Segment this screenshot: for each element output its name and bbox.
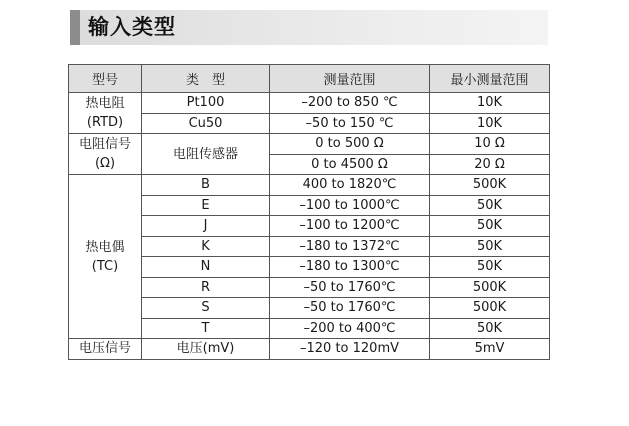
table-row — [69, 236, 550, 257]
min-range-cell: 10 Ω — [430, 134, 550, 155]
type-cell: K — [142, 236, 270, 257]
table-row — [69, 318, 550, 339]
min-range-cell: 500K — [430, 277, 550, 298]
min-range-cell: 500K — [430, 175, 550, 196]
range-cell: –200 to 850 ℃ — [270, 93, 430, 114]
range-cell: –50 to 1760℃ — [270, 298, 430, 319]
group-name: 热电阻 — [85, 96, 125, 111]
min-range-cell: 50K — [430, 216, 550, 237]
range-cell: –200 to 400℃ — [270, 318, 430, 339]
min-range-cell: 50K — [430, 318, 550, 339]
type-cell: Pt100 — [142, 93, 270, 114]
type-cell: Cu50 — [142, 113, 270, 134]
table-row — [69, 195, 550, 216]
page-title: 输入类型 — [88, 15, 176, 39]
table-row — [69, 134, 550, 155]
range-cell: –180 to 1300℃ — [270, 257, 430, 278]
min-range-cell: 500K — [430, 298, 550, 319]
min-range-cell: 20 Ω — [430, 154, 550, 175]
min-range-cell: 5mV — [430, 339, 550, 360]
section-title-bar — [70, 10, 548, 45]
table-row — [69, 257, 550, 278]
table-row — [69, 298, 550, 319]
header-range: 测量范围 — [270, 65, 430, 93]
group-code: (RTD) — [86, 115, 124, 130]
type-cell: N — [142, 257, 270, 278]
group-cell-resistance — [69, 134, 142, 175]
type-cell: S — [142, 298, 270, 319]
table-row — [69, 113, 550, 134]
range-cell: 0 to 500 Ω — [270, 134, 430, 155]
range-cell: –120 to 120mV — [270, 339, 430, 360]
header-model: 型号 — [69, 65, 142, 93]
type-cell: T — [142, 318, 270, 339]
range-cell: –180 to 1372℃ — [270, 236, 430, 257]
table-row — [69, 216, 550, 237]
table-row — [69, 339, 550, 360]
group-name: 电阻信号 — [78, 137, 131, 152]
header-type: 类 型 — [142, 65, 270, 93]
min-range-cell: 50K — [430, 257, 550, 278]
group-name: 热电偶 — [85, 239, 125, 255]
header-min-range: 最小测量范围 — [430, 65, 550, 93]
table-row — [69, 93, 550, 114]
type-cell: J — [142, 216, 270, 237]
min-range-cell: 50K — [430, 195, 550, 216]
title-accent-bar — [70, 10, 80, 45]
table-row — [69, 175, 550, 196]
group-cell-voltage: 电压信号 — [69, 339, 142, 360]
group-code: (TC) — [91, 258, 119, 274]
group-code: (Ω) — [94, 156, 116, 171]
type-cell: 电阻传感器 — [142, 134, 270, 175]
type-cell: 电压(mV) — [142, 339, 270, 360]
type-cell: B — [142, 175, 270, 196]
group-cell-rtd — [69, 93, 142, 134]
range-cell: 0 to 4500 Ω — [270, 154, 430, 175]
range-cell: –100 to 1000℃ — [270, 195, 430, 216]
input-type-table — [68, 64, 550, 360]
range-cell: –50 to 1760℃ — [270, 277, 430, 298]
group-cell-thermocouple — [69, 175, 142, 339]
min-range-cell: 50K — [430, 236, 550, 257]
table-row — [69, 277, 550, 298]
range-cell: –50 to 150 ℃ — [270, 113, 430, 134]
range-cell: 400 to 1820℃ — [270, 175, 430, 196]
min-range-cell: 10K — [430, 93, 550, 114]
table-header-row — [69, 65, 550, 93]
type-cell: E — [142, 195, 270, 216]
min-range-cell: 10K — [430, 113, 550, 134]
range-cell: –100 to 1200℃ — [270, 216, 430, 237]
type-cell: R — [142, 277, 270, 298]
